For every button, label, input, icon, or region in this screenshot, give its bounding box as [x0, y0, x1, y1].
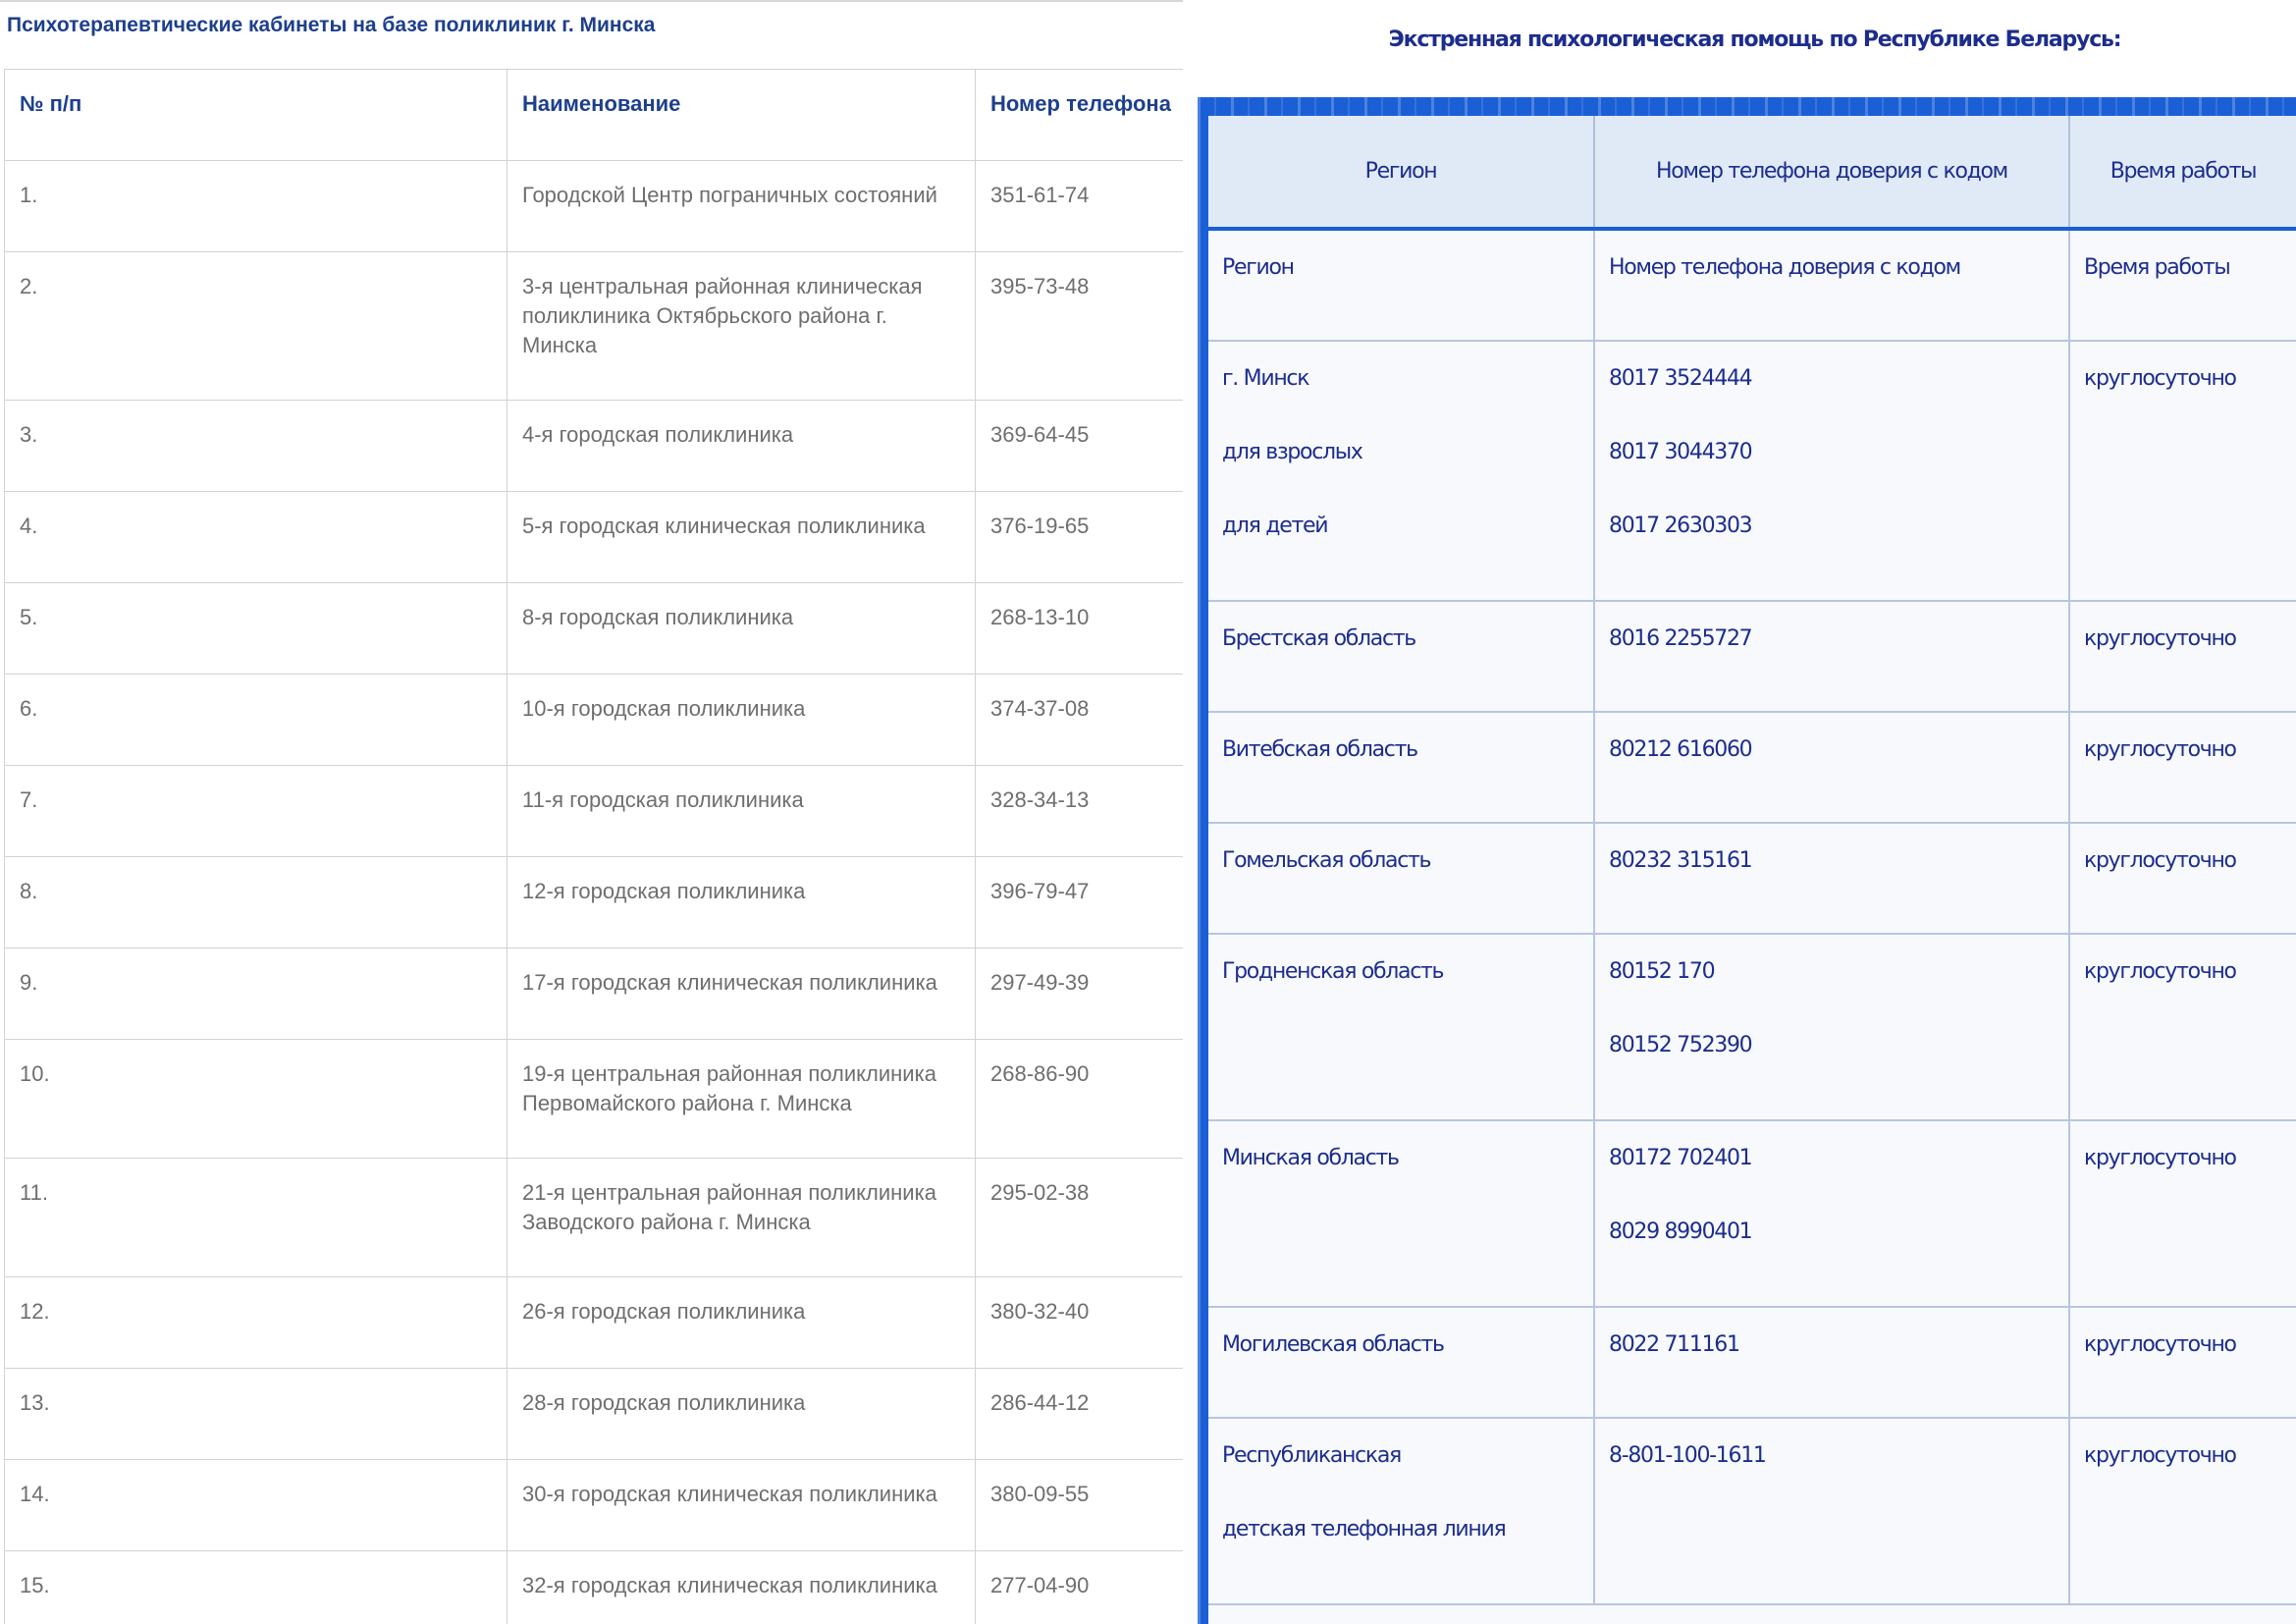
polyclinic-name-cell: 11-я городская поликлиника [507, 766, 976, 857]
table-row [1208, 341, 2296, 601]
table-header-row [5, 70, 1184, 161]
polyclinic-name-cell: 17-я городская клиническая поликлиника [507, 948, 976, 1040]
row-number-cell: 6. [5, 675, 507, 766]
hotline-phone-cell [1594, 601, 2069, 712]
polyclinic-name-cell: 21-я центральная районная поликлиника Заводского района г. Минска [507, 1159, 976, 1277]
hotline-phone-line: 80212 616060 [1609, 737, 1752, 762]
row-number-cell: 3. [5, 401, 507, 492]
phone-number-cell: 380-32-40 [976, 1277, 1184, 1369]
helpline-table-area [1208, 116, 2296, 1624]
phone-number-cell: 351-61-74 [976, 161, 1184, 252]
phone-number-cell: 369-64-45 [976, 401, 1184, 492]
polyclinic-name-cell: 4-я городская поликлиника [507, 401, 976, 492]
phone-number-cell: 395-73-48 [976, 252, 1184, 401]
polyclinic-name-cell: 12-я городская поликлиника [507, 857, 976, 948]
phone-number-cell: 286-44-12 [976, 1369, 1184, 1460]
polyclinic-name-cell: 32-я городская клиническая поликлиника [507, 1551, 976, 1624]
region-line: Могилевская область [1222, 1332, 1444, 1357]
region-line: Гродненская область [1222, 959, 1444, 984]
working-hours-value: круглосуточно [2084, 1332, 2236, 1357]
region-cell [1208, 1307, 1594, 1418]
column-header-hotline-phone: Номер телефона доверия с кодом [1594, 116, 2069, 229]
helpline-table [1208, 116, 2296, 1605]
row-number-cell: 2. [5, 252, 507, 401]
hotline-phone-line: 8016 2255727 [1609, 626, 1752, 651]
table-row [5, 857, 1184, 948]
working-hours-cell [2069, 229, 2296, 341]
polyclinic-name-cell: 28-я городская поликлиника [507, 1369, 976, 1460]
table-row [5, 161, 1184, 252]
row-number-cell: 5. [5, 583, 507, 675]
table-row [5, 675, 1184, 766]
hotline-phone-line: 80232 315161 [1609, 848, 1752, 873]
helpline-table-frame [1198, 97, 2296, 1624]
phone-number-cell: 380-09-55 [976, 1460, 1184, 1551]
table-row [1208, 601, 2296, 712]
phone-number-cell: 277-04-90 [976, 1551, 1184, 1624]
working-hours-cell [2069, 601, 2296, 712]
row-number-cell: 11. [5, 1159, 507, 1277]
hotline-phone-line: 8017 3524444 [1609, 366, 1752, 391]
region-line: для детей [1222, 514, 1328, 538]
region-line: г. Минск [1222, 366, 1309, 391]
table-row [5, 1040, 1184, 1159]
table-row [5, 1369, 1184, 1460]
region-line: детская телефонная линия [1222, 1517, 1506, 1542]
hotline-phone-cell [1594, 823, 2069, 934]
region-cell [1208, 1120, 1594, 1307]
hotline-phone-cell [1594, 1418, 2069, 1604]
working-hours-value: круглосуточно [2084, 1443, 2236, 1468]
region-cell [1208, 229, 1594, 341]
table-row [1208, 229, 2296, 341]
phone-number-cell: 297-49-39 [976, 948, 1184, 1040]
row-number-cell: 13. [5, 1369, 507, 1460]
row-number-cell: 1. [5, 161, 507, 252]
region-cell [1208, 934, 1594, 1120]
table-row [1208, 823, 2296, 934]
phone-number-cell: 295-02-38 [976, 1159, 1184, 1277]
phone-number-cell: 268-13-10 [976, 583, 1184, 675]
region-line: Гомельская область [1222, 848, 1431, 873]
table-header-row [1208, 116, 2296, 229]
row-number-cell: 8. [5, 857, 507, 948]
table-row [1208, 1120, 2296, 1307]
column-header-name: Наименование [507, 70, 976, 161]
polyclinic-name-cell: 5-я городская клиническая поликлиника [507, 492, 976, 583]
working-hours-cell [2069, 934, 2296, 1120]
region-line: Минская область [1222, 1146, 1399, 1170]
table-row [1208, 1418, 2296, 1604]
region-cell [1208, 712, 1594, 823]
table-row [1208, 1307, 2296, 1418]
row-number-cell: 9. [5, 948, 507, 1040]
working-hours-cell [2069, 823, 2296, 934]
phone-number-cell: 268-86-90 [976, 1040, 1184, 1159]
working-hours-value: Время работы [2084, 255, 2230, 280]
region-line: для взрослых [1222, 440, 1362, 464]
phone-number-cell: 396-79-47 [976, 857, 1184, 948]
hotline-phone-line: 80152 170 [1609, 959, 1715, 984]
row-number-cell: 4. [5, 492, 507, 583]
column-header-working-hours: Время работы [2069, 116, 2296, 229]
working-hours-cell [2069, 1418, 2296, 1604]
table-row [5, 401, 1184, 492]
right-panel-title: Экстренная психологическая помощь по Республике Беларусь: [1388, 27, 2121, 52]
hotline-phone-cell [1594, 712, 2069, 823]
working-hours-value: круглосуточно [2084, 959, 2236, 984]
row-number-cell: 12. [5, 1277, 507, 1369]
region-line: Брестская область [1222, 626, 1415, 651]
polyclinic-name-cell: 26-я городская поликлиника [507, 1277, 976, 1369]
table-row [5, 948, 1184, 1040]
table-row [5, 1551, 1184, 1624]
working-hours-cell [2069, 712, 2296, 823]
hotline-phone-cell [1594, 1120, 2069, 1307]
region-line: Республиканская [1222, 1443, 1401, 1468]
region-cell [1208, 1418, 1594, 1604]
hotline-phone-cell [1594, 934, 2069, 1120]
row-number-cell: 7. [5, 766, 507, 857]
polyclinic-name-cell: 19-я центральная районная поликлиника Первомайского района г. Минска [507, 1040, 976, 1159]
polyclinic-table [4, 69, 1183, 1624]
phone-number-cell: 328-34-13 [976, 766, 1184, 857]
region-cell [1208, 601, 1594, 712]
hotline-phone-line: 8017 2630303 [1609, 514, 1752, 538]
hotline-phone-line: 80152 752390 [1609, 1033, 1752, 1057]
column-header-phone: Номер телефона [976, 70, 1184, 161]
table-row [5, 492, 1184, 583]
working-hours-value: круглосуточно [2084, 1146, 2236, 1170]
column-header-region: Регион [1208, 116, 1594, 229]
row-number-cell: 14. [5, 1460, 507, 1551]
working-hours-value: круглосуточно [2084, 848, 2236, 873]
row-number-cell: 15. [5, 1551, 507, 1624]
working-hours-value: круглосуточно [2084, 626, 2236, 651]
table-row [5, 252, 1184, 401]
hotline-phone-line: 8022 711161 [1609, 1332, 1739, 1357]
table-row [5, 766, 1184, 857]
region-line: Витебская область [1222, 737, 1417, 762]
working-hours-cell [2069, 341, 2296, 601]
region-cell [1208, 823, 1594, 934]
table-row [5, 1460, 1184, 1551]
left-panel-title: Психотерапевтические кабинеты на базе поликлиник г. Минска [7, 14, 656, 36]
polyclinic-name-cell: 8-я городская поликлиника [507, 583, 976, 675]
phone-number-cell: 376-19-65 [976, 492, 1184, 583]
working-hours-cell [2069, 1307, 2296, 1418]
hotline-phone-line: Номер телефона доверия с кодом [1609, 255, 1960, 280]
hotline-phone-line: 8-801-100-1611 [1609, 1443, 1766, 1468]
column-header-number: № п/п [5, 70, 507, 161]
right-panel [1183, 0, 2296, 1624]
polyclinic-name-cell: 30-я городская клиническая поликлиника [507, 1460, 976, 1551]
hotline-phone-cell [1594, 341, 2069, 601]
hotline-phone-line: 8029 8990401 [1609, 1219, 1752, 1244]
polyclinic-name-cell: 10-я городская поликлиника [507, 675, 976, 766]
table-row [1208, 712, 2296, 823]
polyclinic-name-cell: 3-я центральная районная клиническая поликлиника Октябрьского района г. Минска [507, 252, 976, 401]
table-row [5, 1277, 1184, 1369]
hotline-phone-line: 8017 3044370 [1609, 440, 1752, 464]
working-hours-value: круглосуточно [2084, 737, 2236, 762]
hotline-phone-cell [1594, 229, 2069, 341]
phone-number-cell: 374-37-08 [976, 675, 1184, 766]
top-divider [0, 0, 1183, 2]
table-row [5, 583, 1184, 675]
table-row [1208, 934, 2296, 1120]
hotline-phone-line: 80172 702401 [1609, 1146, 1752, 1170]
hotline-phone-cell [1594, 1307, 2069, 1418]
region-cell [1208, 341, 1594, 601]
working-hours-cell [2069, 1120, 2296, 1307]
row-number-cell: 10. [5, 1040, 507, 1159]
region-line: Регион [1222, 255, 1294, 280]
working-hours-value: круглосуточно [2084, 366, 2236, 391]
table-row [5, 1159, 1184, 1277]
polyclinic-name-cell: Городской Центр пограничных состояний [507, 161, 976, 252]
